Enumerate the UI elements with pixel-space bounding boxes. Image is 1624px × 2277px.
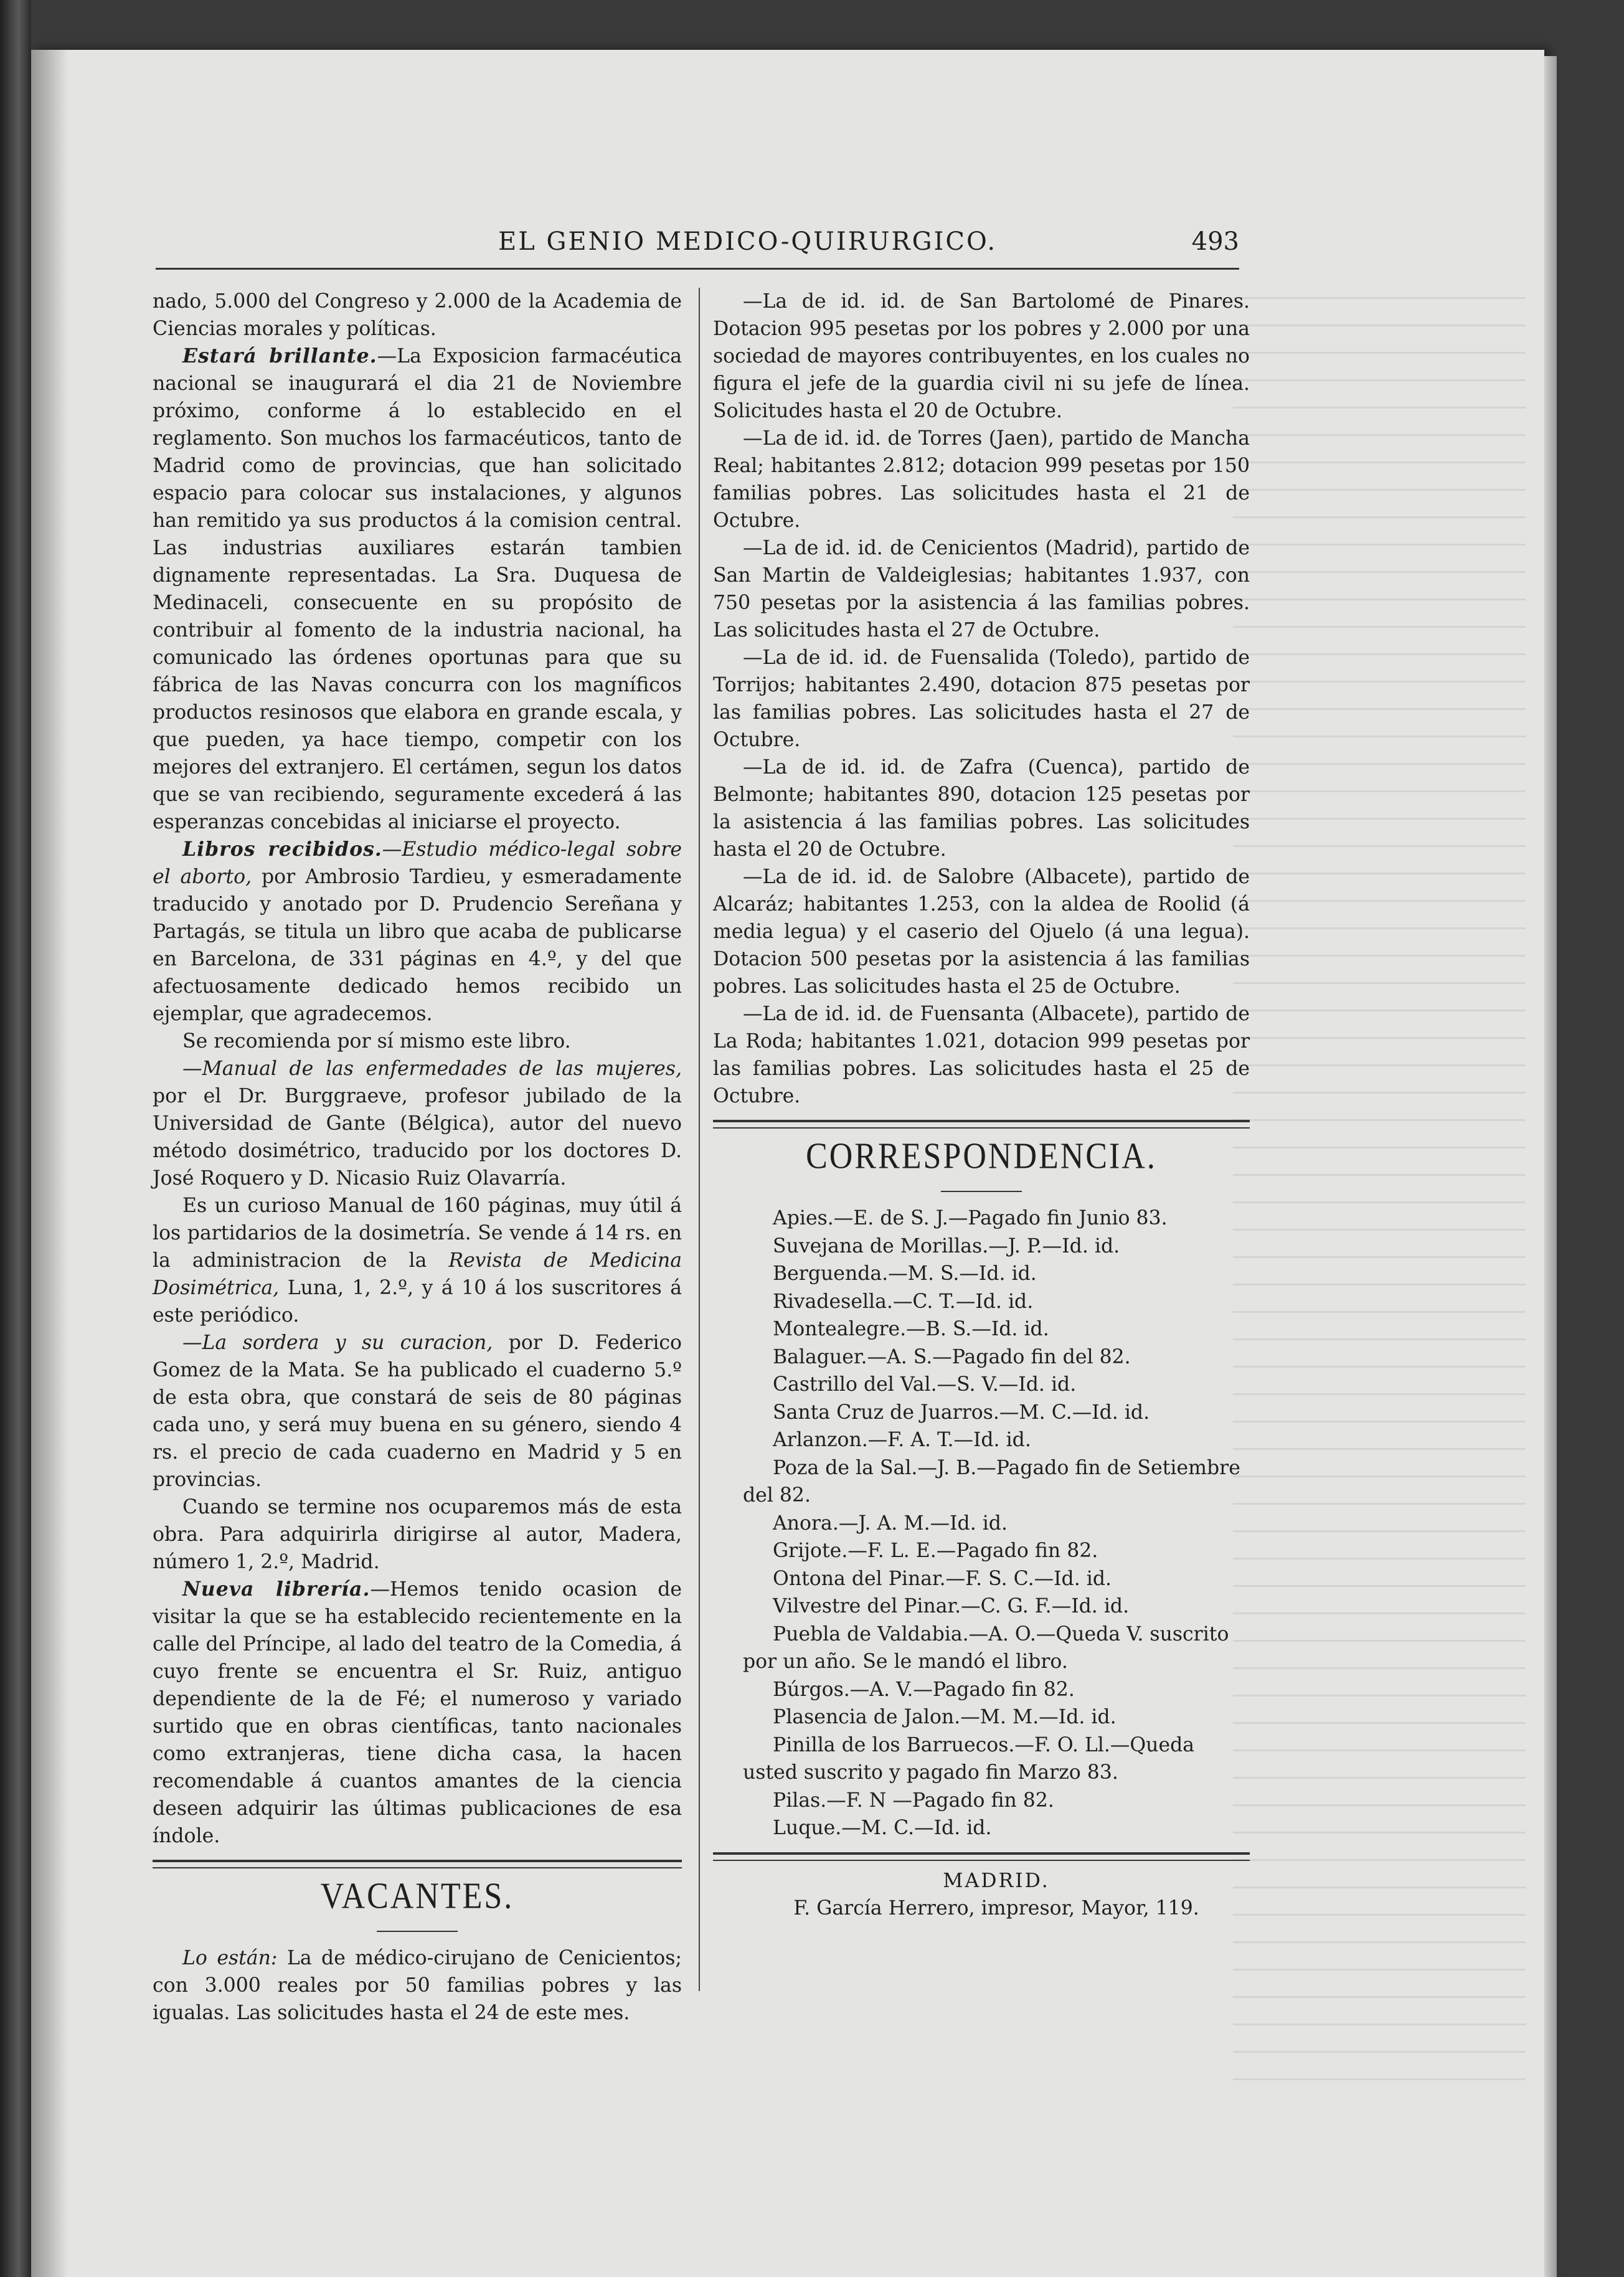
correspondence-entry: Pilas.—F. N —Pagado fin 82. [773,1789,1054,1812]
vacante-item: —La de id. id. de Torres (Jaen), partido de Mancha Real; habitantes 2.812; dotacion 999 pesetas por 150 familias pobres. Las solicitudes hasta el 21 de Octubre. [713,427,1250,532]
correspondence-entry: Santa Cruz de Juarros.—M. C.—Id. id. [773,1401,1150,1424]
correspondence-entry: Poza de la Sal.—J. B.—Pagado fin de Setiembre del 82. [743,1456,1240,1507]
correspondence-entry: Búrgos.—A. V.—Pagado fin 82. [773,1678,1075,1701]
paragraph-text: por el Dr. Burggraeve, profesor jubilado de la Universidad de Gante (Bélgica), autor del nuevo método dosimétrico, traducido por los doctores D. José Roquero y D. Nicasio Ruiz Olavarría. [153,1085,682,1190]
running-title: EL GENIO MEDICO-QUIRURGICO. [498,227,998,256]
section-rule [713,1120,1250,1129]
paragraph-text: por D. Federico Gomez de la Mata. Se ha publicado el cuaderno 5.º de esta obra, que constará de seis de 80 páginas cada uno, y será muy buena en su género, siendo 4 rs. el precio de cada cuaderno en Madrid y 5 en provincias. [153,1332,682,1491]
correspondence-entry: Grijote.—F. L. E.—Pagado fin 82. [773,1540,1098,1562]
paragraph-text: —La Exposicion farmacéutica nacional se inaugurará el dia 21 de Noviembre próximo, conforme á lo establecido en el reglamento. Son muchos los farmacéuticos, tanto de Madrid como de provincias, que han solicitado espacio para colocar sus instalaciones, y algunos han remitido ya sus productos á la comision central. Las industrias auxiliares estarán tambien dignamente representadas. La Sra. Duquesa de Medinaceli, consecuente en su propósito de contribuir al fomento de la industria nacional, ha comunicado las órdenes oportunas para que su fábrica de las Navas concurra con los magníficos productos resinosos que elabora en grande escala, y que pueden, ya hace tiempo, competir con los mejores del extranjero. El certámen, segun los datos que se van recibiendo, seguramente excederá á las esperanzas concebidas al iniciarse el proyecto. [153,345,682,833]
paragraph-vacante [153,1944,682,2027]
page-number: 493 [1191,227,1239,256]
book-title: —Manual de las enfermedades de las mujeres, [182,1058,682,1080]
correspondence-entry: Luque.—M. C.—Id. id. [773,1817,992,1839]
vacantes-heading: VACANTES. [320,1875,514,1917]
column-divider [699,288,700,1991]
short-rule [941,1191,1022,1192]
correspondence-entry: Rivadesella.—C. T.—Id. id. [773,1290,1034,1313]
vacante-item: —La de id. id. de Salobre (Albacete), partido de Alcaráz; habitantes 1.253, con la aldea de Roolid (á media legua) y el caserio del Ojuelo (á una legua). Dotacion 500 pesetas por la asistencia á las familias pobres. Las solicitudes hasta el 25 de Octubre. [713,866,1250,998]
journal-title: Revista de Medicina Dosimétrica, [153,1249,682,1299]
paragraph-text: —Hemos tenido ocasion de visitar la que se ha establecido recientemente en la calle del Príncipe, al lado del teatro de la Comedia, á cuyo frente se encuentra el Sr. Ruiz, antiguo dependiente de la de Fé; el numeroso y variado surtido que en obras científicas, tanto nacionales como extranjeras, tiene dicha casa, la hacen recomendable á cuantos amantes de la ciencia deseen adquirir las últimas publicaciones de esa índole. [153,1578,682,1847]
correspondence-entry: Castrillo del Val.—S. V.—Id. id. [773,1373,1077,1396]
book-binding [0,0,31,2277]
show-through-bleed [1233,274,1526,2080]
correspondence-entry: Montealegre.—B. S.—Id. id. [773,1318,1049,1340]
header-rule [156,268,1239,270]
correspondence-entry: Anora.—J. A. M.—Id. id. [773,1512,1008,1535]
book-title: —Estudio médico-legal sobre el aborto, [153,838,682,888]
correspondence-entry: Suvejana de Morillas.—J. P.—Id. id. [773,1234,1120,1257]
paragraph: nado, 5.000 del Congreso y 2.000 de la Academia de Ciencias morales y políticas. [153,290,682,340]
running-head [156,227,1239,258]
paragraph-manual [153,1055,682,1192]
vacante-item: —La de id. id. de Fuensanta (Albacete), partido de La Roda; habitantes 1.021, dotacion 999 pesetas por las familias pobres. Las solicitudes hasta el 25 de Octubre. [713,1003,1250,1107]
correspondence-entry: Apies.—E. de S. J.—Pagado fin Junio 83. [773,1207,1168,1229]
correspondence-entry: Vilvestre del Pinar.—C. G. F.—Id. id. [773,1595,1130,1617]
correspondence-entry: Berguenda.—M. S.—Id. id. [773,1262,1037,1285]
paragraph-text: La de médico-cirujano de Cenicientos; con 3.000 reales por 50 familias pobres y las igualas. Las solicitudes hasta el 24 de este mes. [153,1947,682,2024]
paragraph-libros [153,836,682,1028]
paragraph-text: por Ambrosio Tardieu, y esmeradamente traducido y anotado por D. Prudencio Sereñana y Partagás, se titula un libro que acaba de publicarse en Barcelona, de 331 páginas en 4.º, y del que afectuosamente dedicado hemos recibido un ejemplar, que agradecemos. [153,866,682,1025]
paragraph-exposicion [153,343,682,836]
correspondencia-heading: CORRESPONDENCIA. [806,1135,1157,1177]
rubric: Estará brillante. [182,344,377,367]
correspondence-entry: Balaguer.—A. S.—Pagado fin del 82. [773,1345,1131,1368]
correspondence-entry: Pinilla de los Barruecos.—F. O. Ll.—Queda usted suscrito y pagado fin Marzo 83. [743,1733,1195,1784]
rubric: Libros recibidos. [182,838,382,861]
short-rule [377,1931,458,1932]
paragraph-manual-price [153,1192,682,1329]
right-column [713,288,1250,1922]
vacante-item: —La de id. id. de Fuensalida (Toledo), partido de Torrijos; habitantes 2.490, dotacion 875 pesetas por las familias pobres. Las solicitudes hasta el 27 de Octubre. [713,646,1250,751]
correspondence-entry: Plasencia de Jalon.—M. M.—Id. id. [773,1706,1116,1728]
lead-in: Lo están: [182,1947,278,1969]
book-title: —La sordera y su curacion, [182,1332,493,1354]
paragraph: Cuando se termine nos ocuparemos más de esta obra. Para adquirirla dirigirse al autor, Madera, número 1, 2.º, Madrid. [153,1496,682,1573]
paragraph-text: Luna, 1, 2.º, y á 10 á los suscritores á este periódico. [153,1277,682,1327]
paragraph-sordera [153,1329,682,1494]
vacante-item: —La de id. id. de Zafra (Cuenca), partido de Belmonte; habitantes 890, dotacion 125 pesetas por la asistencia á las familias pobres. Las solicitudes hasta el 20 de Octubre. [713,756,1250,861]
gutter-shadow [31,50,68,2277]
paragraph: Se recomienda por sí mismo este libro. [182,1030,571,1053]
correspondence-entry: Arlanzon.—F. A. T.—Id. id. [773,1429,1031,1451]
correspondence-entry: Puebla de Valdabia.—A. O.—Queda V. suscrito por un año. Se le mandó el libro. [743,1622,1229,1673]
vacante-item: —La de id. id. de San Bartolomé de Pinares. Dotacion 995 pesetas por los pobres y 2.000 por una sociedad de mayores contribuyentes, en los cuales no figura el jefe de la guardia civil ni su jefe de línea. Solicitudes hasta el 20 de Octubre. [713,290,1250,422]
left-column [153,288,682,2027]
imprint-printer: F. García Herrero, impresor, Mayor, 119. [793,1896,1199,1920]
paragraph-libreria [153,1576,682,1850]
paragraph-text: Es un curioso Manual de 160 páginas, muy útil á los partidarios de la dosimetría. Se vende á 14 rs. en la administracion de la [153,1195,682,1272]
section-rule [713,1852,1250,1861]
imprint-city: MADRID. [943,1869,1050,1892]
vacante-item: —La de id. id. de Cenicientos (Madrid), partido de San Martin de Valdeiglesias; habitantes 1.937, con 750 pesetas por la asistencia á las familias pobres. Las solicitudes hasta el 27 de Octubre. [713,537,1250,641]
section-rule [153,1860,682,1868]
page-edge [1544,56,1557,2277]
rubric: Nueva librería. [182,1578,371,1601]
correspondence-entry: Ontona del Pinar.—F. S. C.—Id. id. [773,1567,1112,1590]
